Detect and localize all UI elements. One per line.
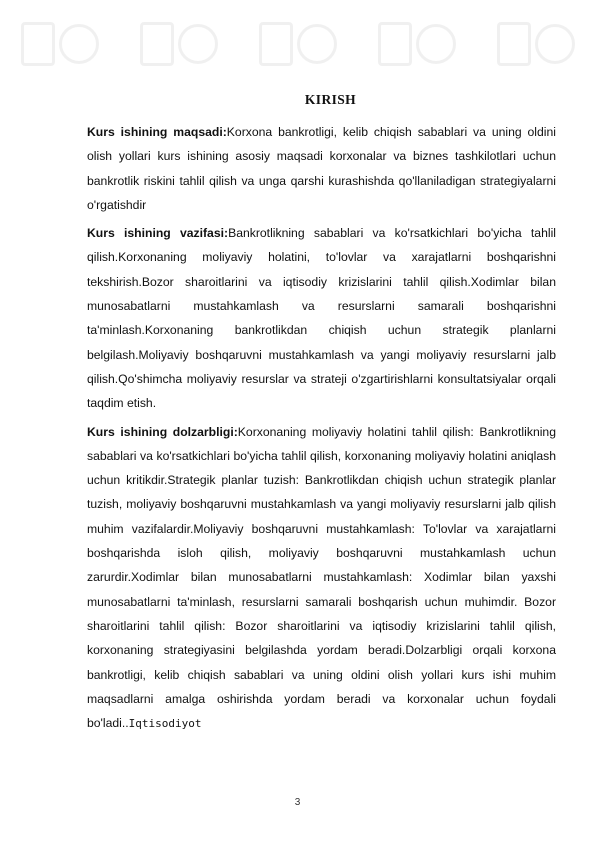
- page-heading: KIRISH: [304, 92, 357, 107]
- watermark-logo: [378, 22, 456, 66]
- watermark-logo: [21, 22, 99, 66]
- section-tasks: [87, 221, 556, 415]
- section-lead: Kurs ishining vazifasi:: [87, 226, 229, 241]
- section-relevance: [87, 420, 556, 737]
- document-page: [87, 92, 556, 740]
- section-lead: Kurs ishining maqsadi:: [87, 125, 227, 139]
- section-tail: Iqtisodiyot: [128, 717, 202, 731]
- page-number: 3: [294, 797, 301, 808]
- watermark-logo: [259, 22, 337, 66]
- watermark-logo: [497, 22, 575, 66]
- section-text: Korxonaning moliyaviy holatini tahlil qilish: Bankrotlikning sabablari va ko'rsatkichlari bo'yicha tahlil qilish, korxonaning moliyaviy holatini aniqlash uchun kritikdir.Strategik planlar tuzish: Bankrotlikdan chiqish uchun strategik planlar tuzish, moliyaviy boshqaruvni mustahkamlash va yangi moliyaviy resurslarni jalb qilish muhim vazifalardir.Moliyaviy boshqaruvni mustahkamlash: To'lovlar va xarajatlarni boshqarishda isloh qilish, moliyaviy boshqaruvni mustahkamlash uchun zarurdir.Xodimlar bilan munosabatlarni mustahkamlash: Xodimlar bilan yaxshi munosabatlarni ta'minlash, resurslarni samarali boshqarish uchun muhimdir. Bozor sharoitlarini tahlil qilish: Bozor sharoitlarini va iqtisodiy krizislarini tahlil qilish, korxonaning strategiyasini belgilashda yordam beradi.Dolzarbligi orqali korxona bankrotligi, kelib chiqish sabablari va uning oldini olish yollari kurs ishi muhim maqsadlarni amalga oshirishda yordam beradi va korxonalar uchun foydali bo'ladi..: [87, 424, 556, 731]
- section-lead: Kurs ishining dolzarbligi:: [87, 424, 238, 439]
- section-text: Bankrotlikning sabablari va ko'rsatkichlari bo'yicha tahlil qilish.Korxonaning moliyaviy holatini, to'lovlar va xarajatlarni boshqarishni tekshirish.Bozor sharoitlarini va iqtisodiy krizislarini tahlil qilish.Xodimlar bilan munosabatlarni mustahkamlash va resurslarni samarali boshqarishni ta'minlash.Korxonaning bankrotlikdan chiqish uchun strategik planlarni belgilash.Moliyaviy boshqaruvni mustahkamlash va yangi moliyaviy resurslarni jalb qilish.Qo'shimcha moliyaviy resurslar va strateji o'zgartirishlarni konsultatsiyalar orqali taqdim etish.: [87, 226, 556, 411]
- section-purpose: [87, 120, 556, 217]
- watermark: [0, 14, 595, 74]
- watermark-logo: [140, 22, 218, 66]
- section-text: Korxona bankrotligi, kelib chiqish sabablari va uning oldini olish yollari kurs ishining asosiy maqsadi korxonalar va biznes tashkilotlari uchun bankrotlik riskini tahlil qilish va unga qarshi kurashishda qo'llaniladigan strategiyalarni o'rgatishdir: [87, 125, 556, 212]
